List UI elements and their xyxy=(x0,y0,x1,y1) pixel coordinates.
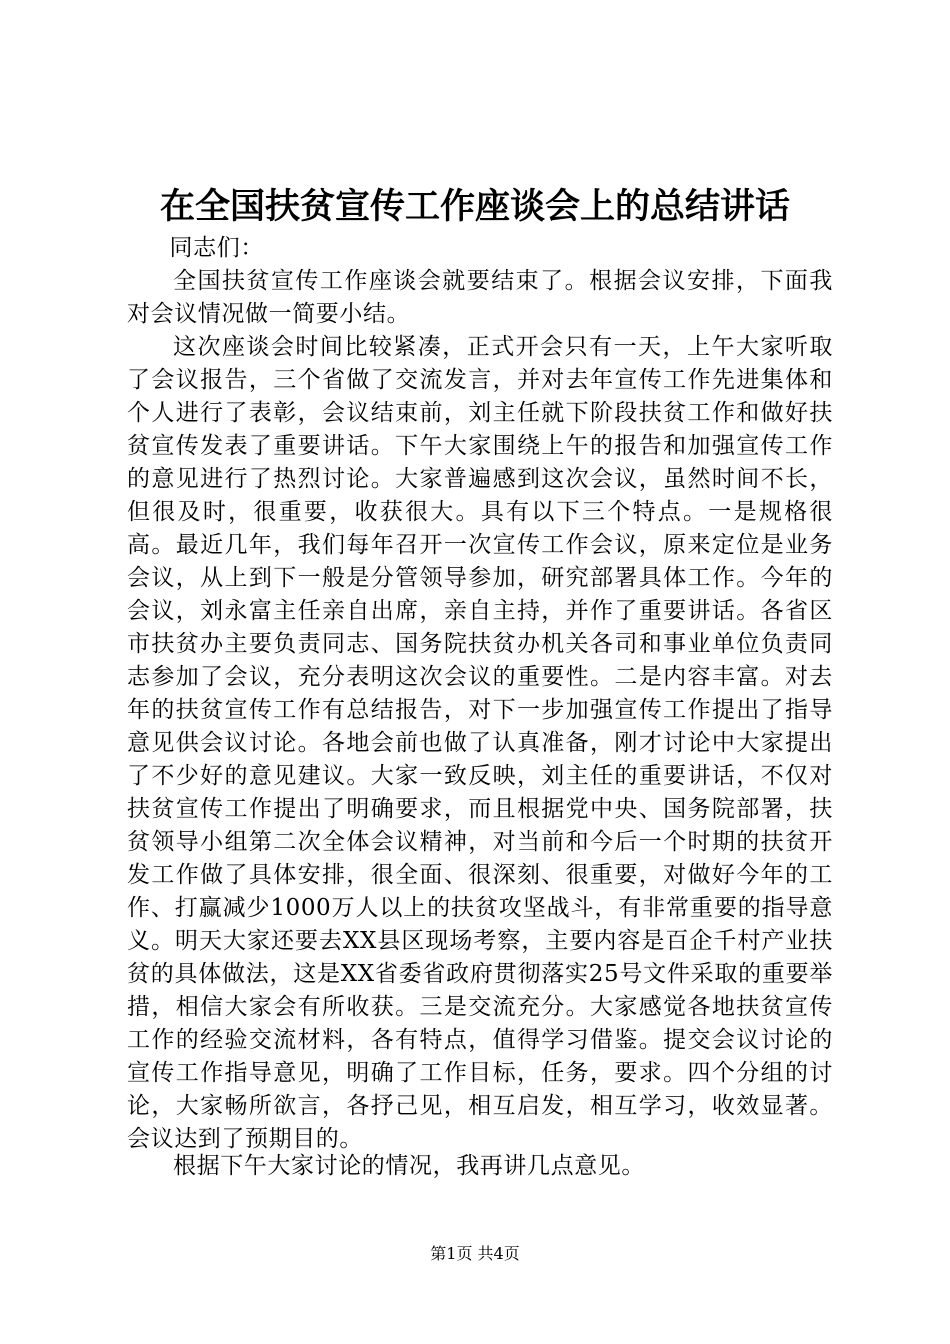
document-body xyxy=(127,232,833,1156)
page-number-footer: 第1页 共4页 xyxy=(430,1244,520,1263)
closing-paragraph: 根据下午大家讨论的情况，我再讲几点意见。 xyxy=(173,1153,645,1179)
salutation: 同志们： xyxy=(169,235,264,261)
paragraph-intro: 全国扶贫宣传工作座谈会就要结束了。根据会议安排，下面我对会议情况做一简要小结。 xyxy=(127,268,833,327)
document-title: 在全国扶贫宣传工作座谈会上的总结讲话 xyxy=(159,186,790,227)
paragraph-summary: 这次座谈会时间比较紧凑，正式开会只有一天，上午大家听取了会议报告，三个省做了交流发言，并对去年宣传工作先进集体和个人进行了表彰，会议结束前，刘主任就下阶段扶贫工作和做好扶贫宣传发表了重要讲话。下午大家围绕上午的报告和加强宣传工作的意见进行了热烈讨论。大家普遍感到这次会议，虽然时间不长，但很及时，很重要，收获很大。具有以下三个特点。一是规格很高。最近几年，我们每年召开一次宣传工作会议，原来定位是业务会议，从上到下一般是分管领导参加，研究部署具体工作。今年的会议，刘永富主任亲自出席，亲自主持，并作了重要讲话。各省区市扶贫办主要负责同志、国务院扶贫办机关各司和事业单位负责同志参加了会议，充分表明这次会议的重要性。二是内容丰富。对去年的扶贫宣传工作有总结报告，对下一步加强宣传工作提出了指导意见供会议讨论。各地会前也做了认真准备，刚才讨论中大家提出了不少好的意见建议。大家一致反映，刘主任的重要讲话，不仅对扶贫宣传工作提出了明确要求，而且根据党中央、国务院部署，扶贫领导小组第二次全体会议精神，对当前和今后一个时期的扶贫开发工作做了具体安排，很全面、很深刻、很重要，对做好今年的工作、打赢减少1000万人以上的扶贫攻坚战斗，有非常重要的指导意义。明天大家还要去XX县区现场考察，主要内容是百企千村产业扶贫的具体做法，这是XX省委省政府贯彻落实25号文件采取的重要举措，相信大家会有所收获。三是交流充分。大家感觉各地扶贫宣传工作的经验交流材料，各有特点，值得学习借鉴。提交会议讨论的宣传工作指导意见，明确了工作目标，任务，要求。四个分组的讨论，大家畅所欲言，各抒己见，相互启发，相互学习，收效显著。会议达到了预期目的。 xyxy=(127,334,833,1152)
